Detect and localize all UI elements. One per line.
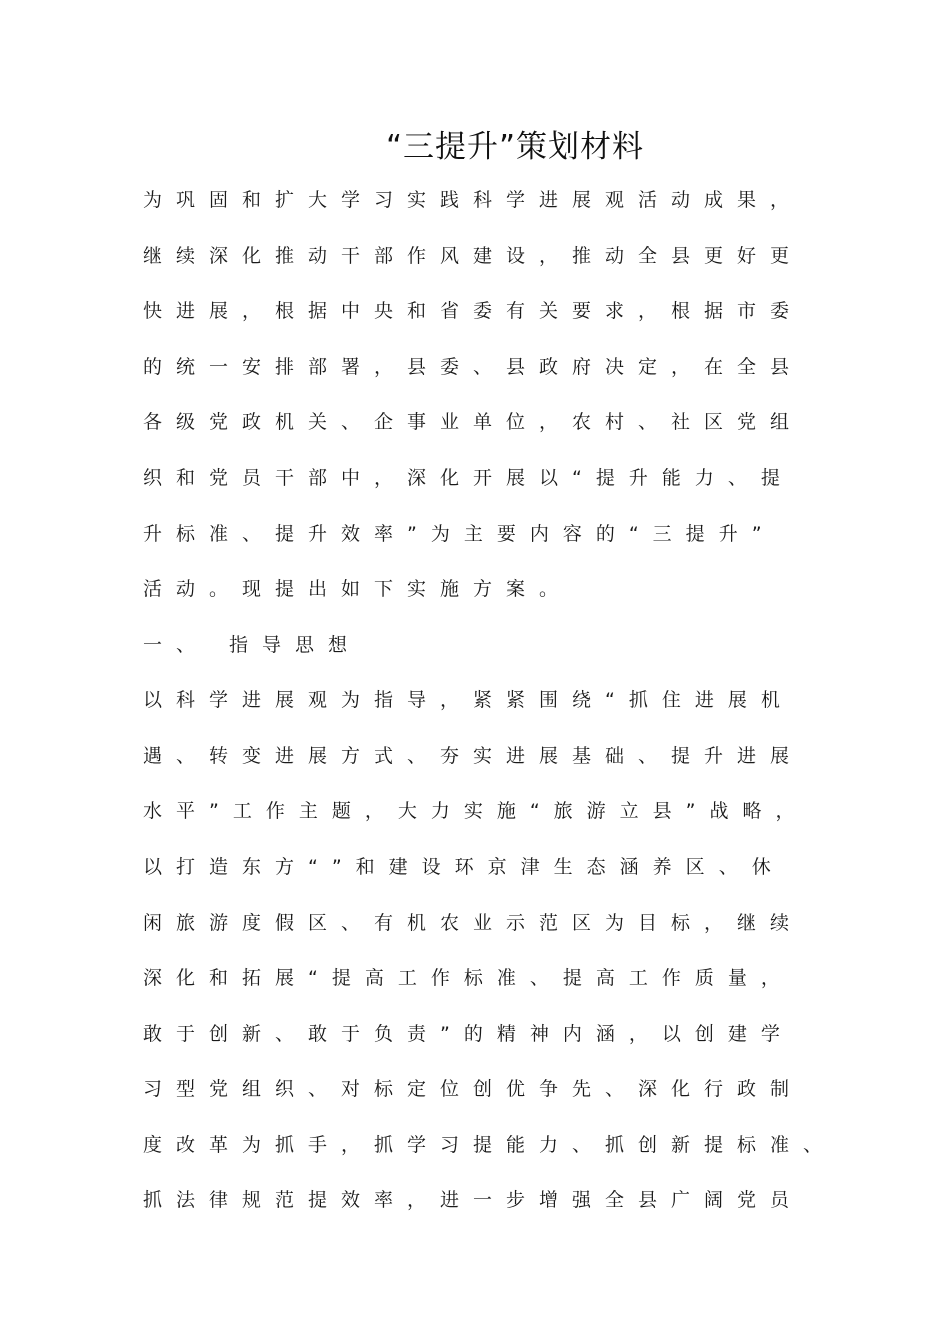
body-line: 以科学进展观为指导，紧紧围绕“抓住进展机 bbox=[143, 689, 794, 711]
body-line: 活动。现提出如下实施方案。 bbox=[143, 578, 573, 600]
body-line: 抓法律规范提效率，进一步增强全县广阔党员 bbox=[143, 1189, 804, 1211]
body-line: 以打造东方“”和建设环京津生态涵养区、休 bbox=[143, 856, 785, 878]
body-line: 敢于创新、敢于负责”的精神内涵，以创建学 bbox=[143, 1023, 794, 1045]
body-line: 度改革为抓手，抓学习提能力、抓创新提标准、 bbox=[143, 1134, 837, 1156]
body-line: 升标准、提升效率”为主要内容的“三提升” bbox=[143, 523, 776, 545]
body-line: 闲旅游度假区、有机农业示范区为目标，继续 bbox=[143, 912, 804, 934]
body-line: 织和党员干部中，深化开展以“提升能力、提 bbox=[143, 467, 794, 489]
body-line: 深化和拓展“提高工作标准、提高工作质量， bbox=[143, 967, 794, 989]
body-line: 为巩固和扩大学习实践科学进展观活动成果， bbox=[143, 189, 804, 211]
body-line: 的统一安排部署，县委、县政府决定，在全县 bbox=[143, 356, 804, 378]
body-line: 遇、转变进展方式、夯实进展基础、提升进展 bbox=[143, 745, 804, 767]
section-heading: 一、 指导思想 bbox=[143, 634, 362, 656]
body-line: 水平”工作主题，大力实施“旅游立县”战略， bbox=[143, 800, 809, 822]
body-line: 继续深化推动干部作风建设，推动全县更好更 bbox=[143, 245, 804, 267]
body-line: 各级党政机关、企事业单位，农村、社区党组 bbox=[143, 411, 804, 433]
document-title: “三提升”策划材料 bbox=[385, 129, 645, 165]
body-line: 快进展，根据中央和省委有关要求，根据市委 bbox=[143, 300, 804, 322]
body-line: 习型党组织、对标定位创优争先、深化行政制 bbox=[143, 1078, 804, 1100]
